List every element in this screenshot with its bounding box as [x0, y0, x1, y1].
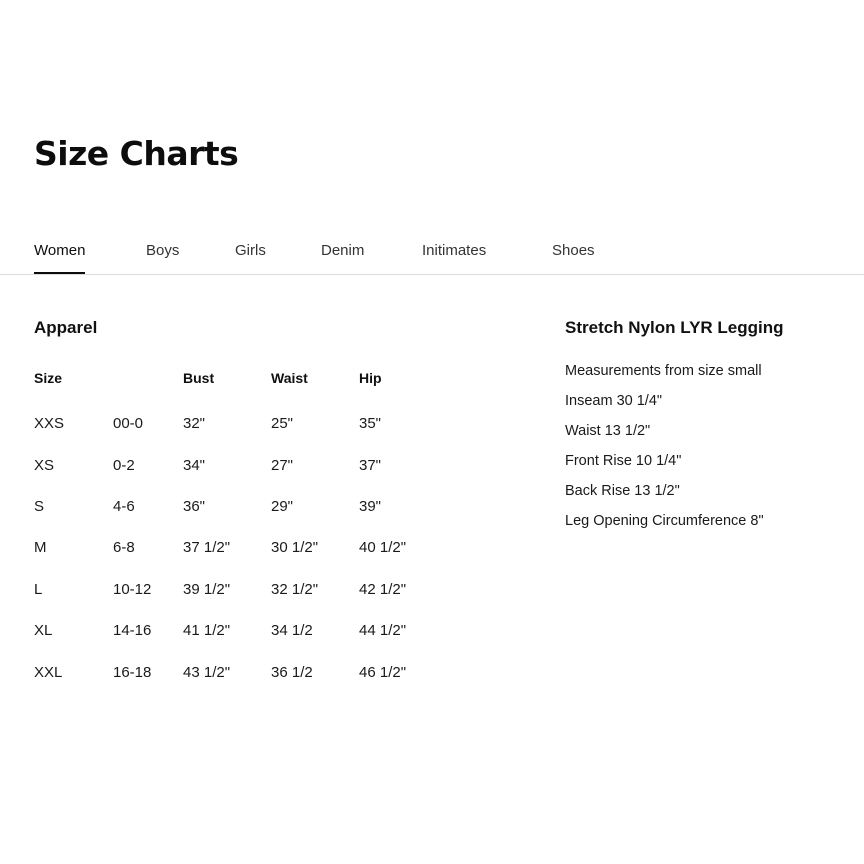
tab-women[interactable]: Women — [34, 236, 85, 274]
cell-size: XXL — [34, 663, 63, 681]
table-row — [34, 486, 449, 527]
cell-waist: 30 1/2" — [271, 539, 319, 557]
cell-bust: 43 1/2" — [183, 663, 231, 681]
table-row — [34, 403, 449, 444]
cell-numeric-size: 10-12 — [113, 580, 152, 598]
cell-bust: 34" — [183, 456, 206, 474]
cell-bust: 39 1/2" — [183, 580, 231, 598]
measurement-leg-opening: Leg Opening Circumference 8" — [565, 513, 764, 529]
cell-size: XXS — [34, 415, 65, 433]
cell-numeric-size: 6-8 — [113, 539, 135, 557]
table-header-row — [34, 370, 449, 403]
header-numeric-size — [113, 370, 183, 403]
cell-hip: 39" — [359, 497, 382, 515]
cell-bust: 32" — [183, 415, 206, 433]
cell-size: S — [34, 497, 45, 515]
measurement-back-rise: Back Rise 13 1/2" — [565, 483, 680, 499]
cell-bust: 41 1/2" — [183, 622, 231, 640]
product-title: Stretch Nylon LYR Legging — [565, 318, 784, 337]
tab-shoes[interactable]: Shoes — [552, 242, 595, 259]
page-title: Size Charts — [34, 134, 239, 173]
cell-bust: 36" — [183, 497, 206, 515]
measurement-waist: Waist 13 1/2" — [565, 423, 651, 439]
table-row — [34, 651, 449, 692]
cell-size: XS — [34, 456, 55, 474]
cell-numeric-size: 16-18 — [113, 663, 152, 681]
table-row — [34, 527, 449, 568]
cell-waist: 25" — [271, 415, 294, 433]
cell-waist: 36 1/2 — [271, 663, 313, 681]
product-measurements-list — [565, 360, 764, 540]
cell-waist: 29" — [271, 497, 294, 515]
cell-waist: 32 1/2" — [271, 580, 319, 598]
measurement-inseam: Inseam 30 1/4" — [565, 393, 663, 409]
table-row — [34, 610, 449, 651]
cell-hip: 46 1/2" — [359, 663, 407, 681]
cell-size: XL — [34, 622, 53, 640]
size-table — [34, 370, 449, 693]
cell-size: M — [34, 539, 47, 557]
tab-intimates[interactable]: Initimates — [422, 242, 487, 259]
cell-hip: 37" — [359, 456, 382, 474]
cell-numeric-size: 14-16 — [113, 622, 152, 640]
header-size: Size — [34, 370, 63, 386]
header-waist: Waist — [271, 370, 308, 386]
measurement-front-rise: Front Rise 10 1/4" — [565, 453, 682, 469]
tab-girls[interactable]: Girls — [235, 242, 266, 259]
cell-hip: 44 1/2" — [359, 622, 407, 640]
cell-hip: 42 1/2" — [359, 580, 407, 598]
header-bust: Bust — [183, 370, 215, 386]
cell-waist: 27" — [271, 456, 294, 474]
size-category-tabs — [0, 236, 864, 275]
table-row — [34, 569, 449, 610]
cell-hip: 35" — [359, 415, 382, 433]
table-row — [34, 444, 449, 485]
measurement-note: Measurements from size small — [565, 363, 762, 379]
tab-denim[interactable]: Denim — [321, 242, 365, 259]
header-hip: Hip — [359, 370, 382, 386]
cell-bust: 37 1/2" — [183, 539, 231, 557]
cell-waist: 34 1/2 — [271, 622, 313, 640]
cell-numeric-size: 4-6 — [113, 497, 135, 515]
cell-size: L — [34, 580, 43, 598]
tab-boys[interactable]: Boys — [146, 242, 180, 259]
cell-numeric-size: 0-2 — [113, 456, 135, 474]
cell-hip: 40 1/2" — [359, 539, 407, 557]
cell-numeric-size: 00-0 — [113, 415, 144, 433]
apparel-section-title: Apparel — [34, 318, 98, 337]
